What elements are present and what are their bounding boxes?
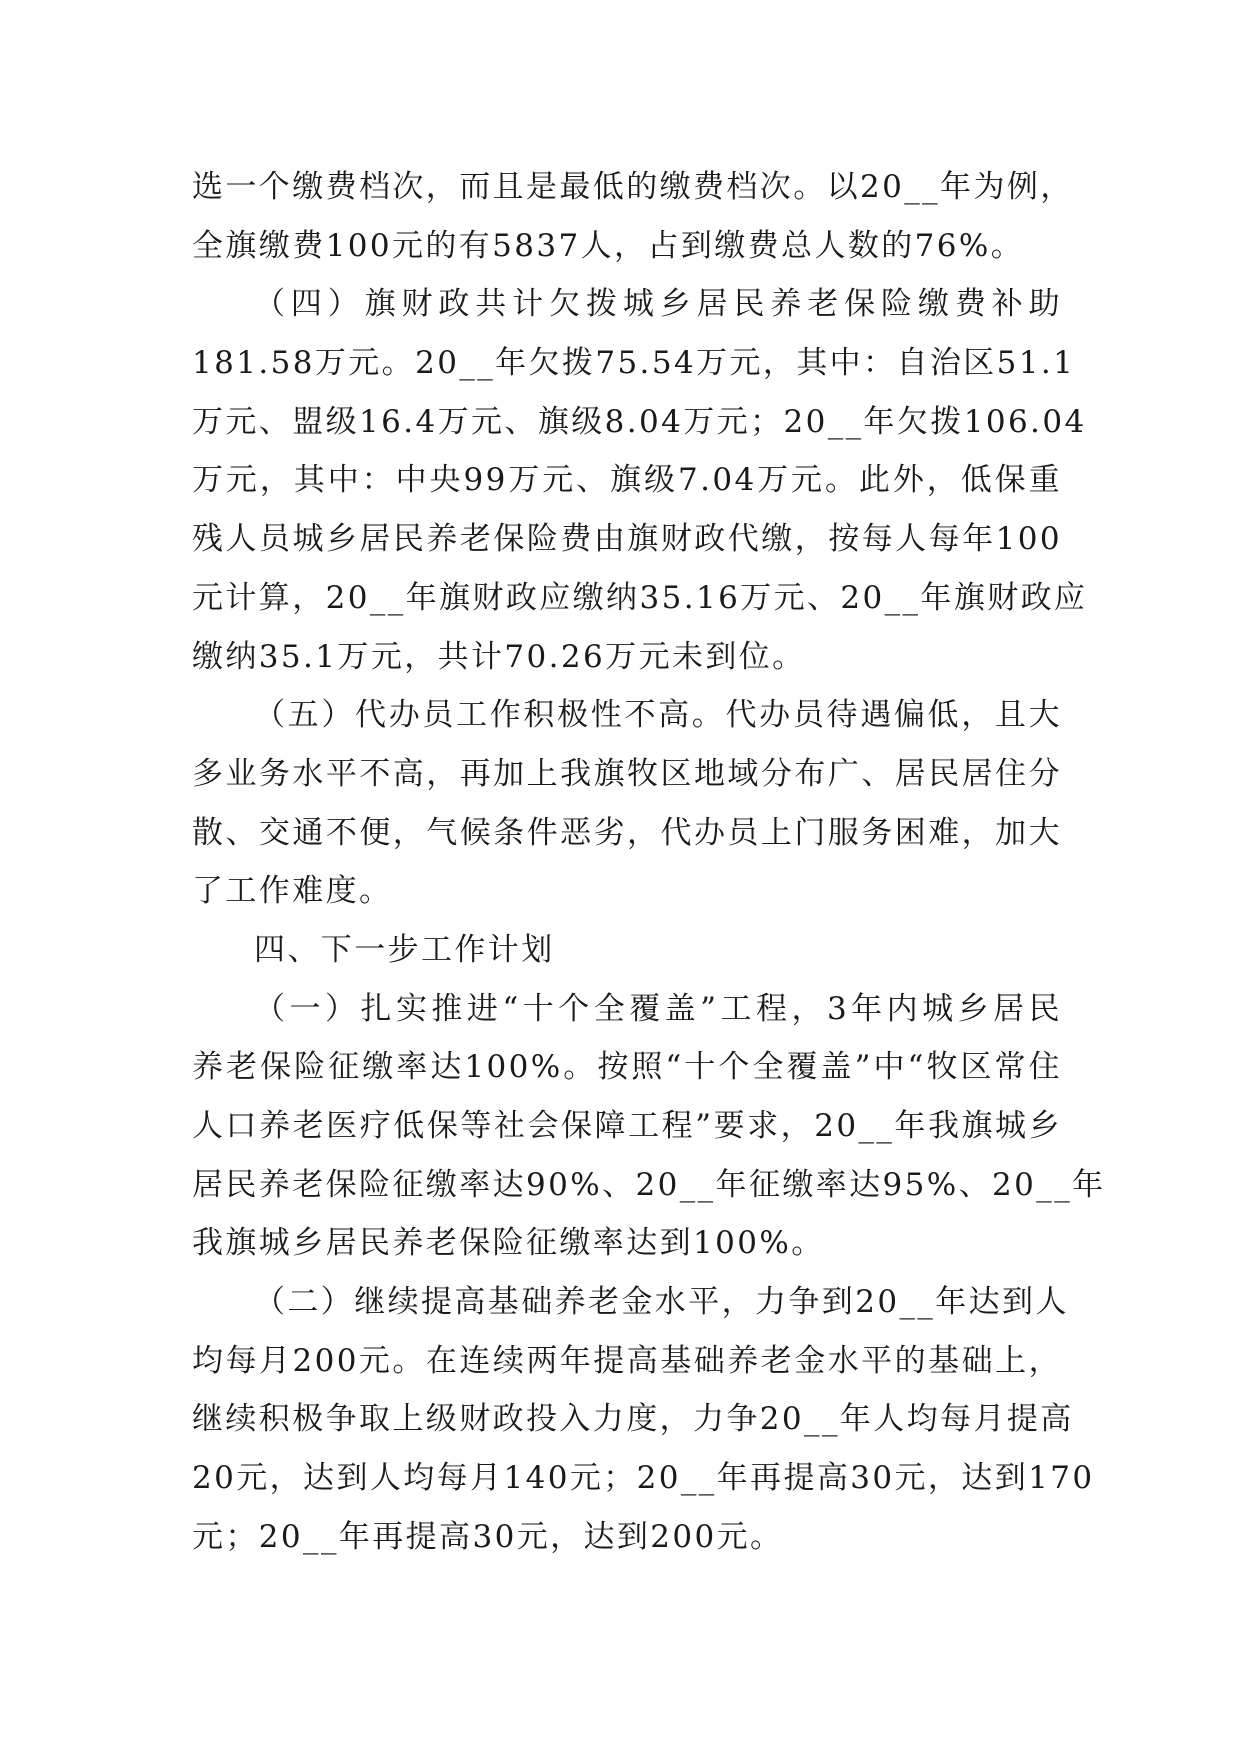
- text-line: 残人员城乡居民养老保险费由旗财政代缴，按每人每年100: [192, 521, 1062, 558]
- text-line: 万元、盟级16.4万元、旗级8.04万元；20__年欠拨106.04: [192, 403, 1087, 440]
- text-line: 居民养老保险征缴率达90%、20__年征缴率达95%、20__年: [192, 1166, 1106, 1203]
- text-line: 人口养老医疗低保等社会保障工程”要求，20__年我旗城乡: [192, 1108, 1062, 1144]
- text-line: 养老保险征缴率达100%。按照“十个全覆盖”中“牧区常住: [192, 1049, 1062, 1086]
- text-line: 缴纳35.1万元，共计70.26万元未到位。: [192, 638, 806, 675]
- text-line: 四、下一步工作计划: [254, 931, 555, 968]
- text-line: 元计算，20__年旗财政应缴纳35.16万元、20__年旗财政应: [192, 579, 1088, 616]
- document-body: [192, 158, 1106, 1567]
- text-line: （五）代办员工作积极性不高。代办员待遇偏低，且大: [254, 697, 1062, 734]
- text-line: 散、交通不便，气候条件恶劣，代办员上门服务困难，加大: [192, 814, 1062, 851]
- text-line: 均每月200元。在连续两年提高基础养老金水平的基础上，: [192, 1342, 1062, 1379]
- text-line: 选一个缴费档次，而且是最低的缴费档次。以20__年为例，: [192, 169, 1074, 205]
- text-line: （一）扎实推进“十个全覆盖”工程，3年内城乡居民: [254, 990, 1062, 1027]
- text-line: 元；20__年再提高30元，达到200元。: [192, 1518, 784, 1555]
- text-line: （四）旗财政共计欠拨城乡居民养老保险缴费补助: [254, 286, 1062, 323]
- text-line: 全旗缴费100元的有5837人，占到缴费总人数的76%。: [192, 227, 1025, 264]
- text-line: 181.58万元。20__年欠拨75.54万元，其中：自治区51.1: [192, 345, 1076, 382]
- text-line: 了工作难度。: [192, 873, 393, 910]
- text-line: 我旗城乡居民养老保险征缴率达到100%。: [192, 1225, 825, 1262]
- text-line: 多业务水平不高，再加上我旗牧区地域分布广、居民居住分: [192, 755, 1062, 792]
- text-line: （二）继续提高基础养老金水平，力争到20__年达到人: [254, 1284, 1069, 1321]
- text-line: 万元，其中：中央99万元、旗级7.04万元。此外，低保重: [192, 462, 1062, 499]
- text-line: 继续积极争取上级财政投入力度，力争20__年人均每月提高: [192, 1401, 1074, 1438]
- text-line: 20元，达到人均每月140元；20__年再提高30元，达到170: [192, 1460, 1095, 1497]
